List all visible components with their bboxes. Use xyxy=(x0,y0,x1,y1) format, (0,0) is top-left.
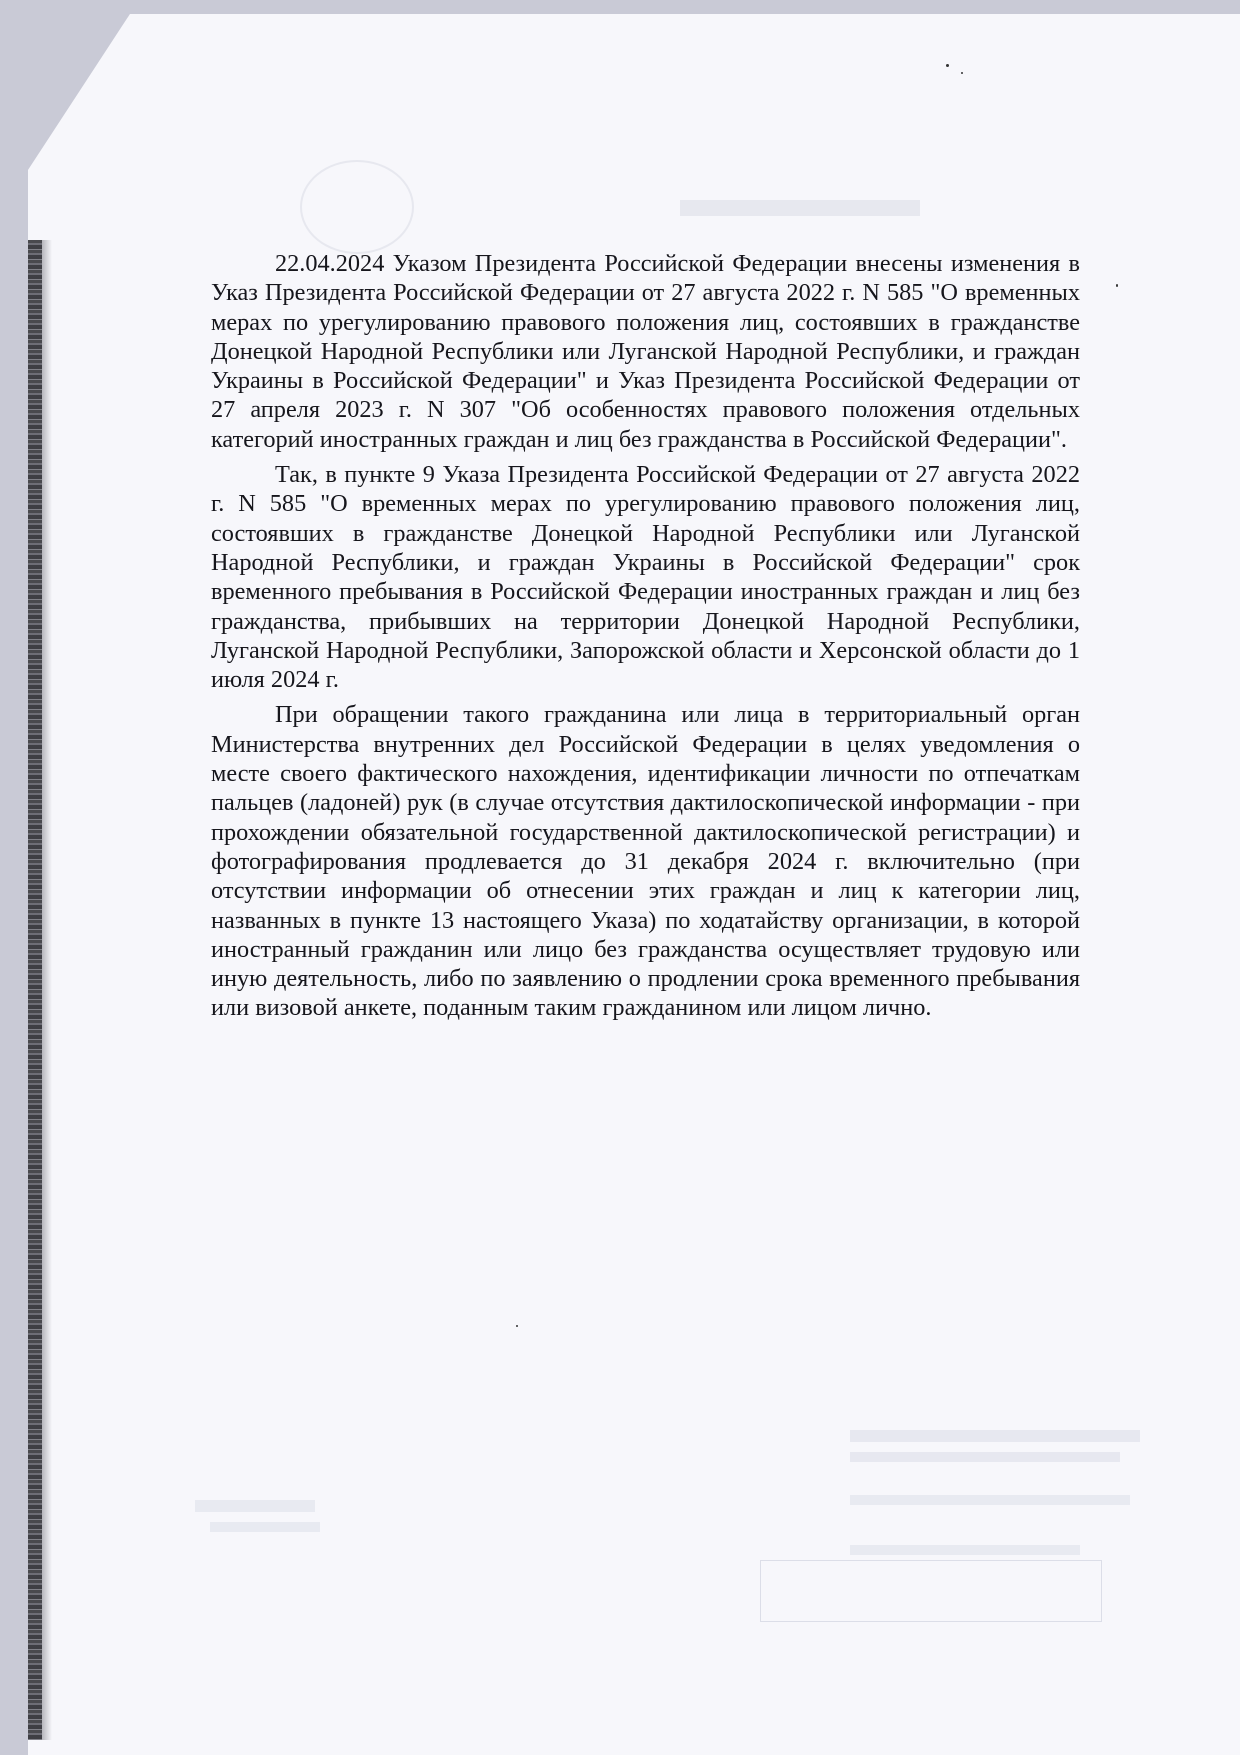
scan-speck xyxy=(516,1325,518,1327)
show-through-line xyxy=(195,1500,315,1512)
scanner-edge-shadow xyxy=(42,240,52,1740)
show-through-line xyxy=(210,1522,320,1532)
show-through-line xyxy=(850,1452,1120,1462)
show-through-heading xyxy=(680,200,920,216)
show-through-stamp-box xyxy=(760,1560,1102,1622)
show-through-emblem xyxy=(300,160,414,254)
scan-speck xyxy=(961,72,963,74)
scan-speck xyxy=(946,64,949,67)
scan-speck xyxy=(1116,284,1118,287)
show-through-line xyxy=(850,1495,1130,1505)
show-through-line xyxy=(850,1545,1080,1555)
paragraph: Так, в пункте 9 Указа Президента Российской Федерации от 27 августа 2022 г. N 585 "О временных мерах по урегулированию правового положения лиц, состоявших в гражданстве Донецкой Народной Республики или Луганской Народной Республики, и граждан Украины в Российской Федерации" срок временного пребывания в Российской Федерации иностранных граждан и лиц без гражданства, прибывших на территории Донецкой Народной Республики, Луганской Народной Республики, Запорожской области и Херсонской области до 1 июля 2024 г. xyxy=(211,461,1080,694)
paragraph: При обращении такого гражданина или лица в территориальный орган Министерства внутренних дел Российской Федерации в целях уведомления о месте своего фактического нахождения, идентификации личности по отпечаткам пальцев (ладоней) рук (в случае отсутствия дактилоскопической информации - при прохождении обязательной государственной дактилоскопической регистрации) и фотографирования продлевается до 31 декабря 2024 г. включительно (при отсутствии информации об отнесении этих граждан и лиц к категории лиц, названных в пункте 13 настоящего Указа) по ходатайству организации, в которой иностранный гражданин или лицо без гражданства осуществляет трудовую или иную деятельность, либо по заявлению о продлении срока временного пребывания или визовой анкете, поданным таким гражданином или лицом лично. xyxy=(211,701,1080,1022)
paragraph: 22.04.2024 Указом Президента Российской Федерации внесены изменения в Указ Президента Российской Федерации от 27 августа 2022 г. N 585 "О временных мерах по урегулированию правового положения лиц, состоявших в гражданстве Донецкой Народной Республики или Луганской Народной Республики, и граждан Украины в Российской Федерации" и Указ Президента Российской Федерации от 27 апреля 2023 г. N 307 "Об особенностях правового положения отдельных категорий иностранных граждан и лиц без гражданства в Российской Федерации". xyxy=(211,250,1080,453)
document-body xyxy=(211,249,1080,1029)
show-through-line xyxy=(850,1430,1140,1442)
scanner-edge xyxy=(28,240,42,1740)
